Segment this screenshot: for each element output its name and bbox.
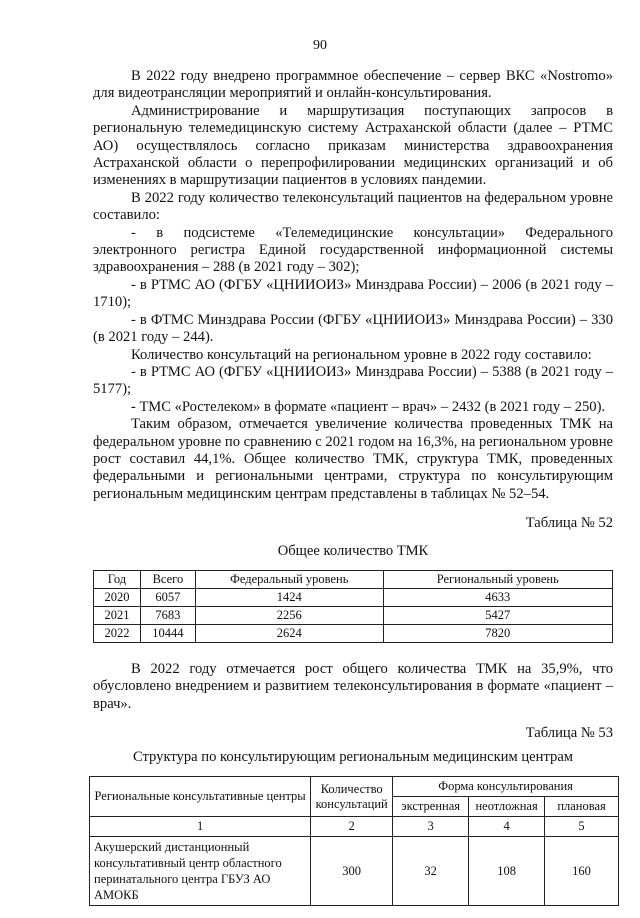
- table-53-title: Структура по консультирующим региональным медицинским центрам: [132, 748, 574, 765]
- column-number: 1: [90, 817, 311, 837]
- table-cell: 2020: [94, 588, 141, 606]
- table-cell: 1424: [195, 588, 383, 606]
- column-header: Всего: [140, 570, 195, 588]
- table-cell: 7820: [383, 624, 613, 642]
- table-cell: 160: [545, 837, 619, 906]
- table-cell: 2022: [94, 624, 141, 642]
- table-52-title: Общее количество ТМК: [277, 542, 429, 559]
- table-cell: 32: [393, 837, 469, 906]
- column-header: Год: [94, 570, 141, 588]
- table-cell: 10444: [140, 624, 195, 642]
- paragraph: В 2022 году количество телеконсультаций пациентов на федеральном уровне составило:: [93, 189, 613, 224]
- paragraph: - в подсистеме «Телемедицинские консультации» Федерального электронного регистра Единой государственной информационной системы здравоохранения – 288 (в 2021 году – 302);: [93, 224, 613, 276]
- column-number: 4: [469, 817, 545, 837]
- table-cell: 108: [469, 837, 545, 906]
- table-cell: 2256: [195, 606, 383, 624]
- paragraph: - в РТМС АО (ФГБУ «ЦНИИОИЗ» Минздрава России) – 5388 (в 2021 году – 5177);: [93, 363, 613, 398]
- column-header: Региональные консультативные центры: [90, 777, 311, 817]
- column-header: неотложная: [469, 797, 545, 817]
- column-header: плановая: [545, 797, 619, 817]
- table-header-row: [90, 777, 619, 797]
- table-cell: 300: [311, 837, 393, 906]
- paragraph: В 2022 году внедрено программное обеспечение – сервер ВКС «Nostromo» для видеотрансляции мероприятий и онлайн-консультирования.: [93, 68, 613, 102]
- column-number-row: [90, 817, 619, 837]
- column-header: Региональный уровень: [383, 570, 613, 588]
- table-cell: 4633: [383, 588, 613, 606]
- table-row: [94, 606, 613, 624]
- paragraph: Администрирование и маршрутизация поступающих запросов в региональную телемедицинскую систему Астраханской области (далее – РТМС АО) осуществлялось согласно приказам министерства здравоохранения Астраханской области о перепрофилировании медицинских организаций и об изменениях в маршрутизации пациентов в условиях пандемии.: [93, 102, 613, 189]
- column-header: Количество консультаций: [311, 777, 393, 817]
- column-header: Форма консультирования: [393, 777, 619, 797]
- table-cell: Акушерский дистанционный консультативный центр областного перинатального центра ГБУЗ АО АМОКБ: [90, 837, 311, 906]
- table-53: [89, 776, 619, 906]
- paragraph: - в РТМС АО (ФГБУ «ЦНИИОИЗ» Минздрава России) – 2006 (в 2021 году – 1710);: [93, 276, 613, 311]
- table-cell: 5427: [383, 606, 613, 624]
- paragraph: Таким образом, отмечается увеличение количества проведенных ТМК на федеральном уровне по сравнению с 2021 годом на 16,3%, на региональном уровне рост составил 44,1%. Общее количество ТМК, структура ТМК, проведенных федеральными и региональными центрами, структура по консультирующим региональным медицинским центрам представлены в таблицах № 52–54.: [93, 416, 613, 502]
- table-cell: 7683: [140, 606, 195, 624]
- table-row: [94, 588, 613, 606]
- table-row: [90, 837, 619, 906]
- paragraph: - в ФТМС Минздрава России (ФГБУ «ЦНИИОИЗ» Минздрава России) – 330 (в 2021 году – 244).: [93, 311, 613, 346]
- page-number: 90: [313, 38, 327, 53]
- table-53-caption: Таблица № 53: [525, 725, 613, 742]
- table-52-caption: Таблица № 52: [525, 515, 613, 532]
- table-52: [93, 570, 613, 643]
- column-header: экстренная: [393, 797, 469, 817]
- table-row: [94, 624, 613, 642]
- column-header: Федеральный уровень: [195, 570, 383, 588]
- column-number: 3: [393, 817, 469, 837]
- paragraph: Количество консультаций на региональном уровне в 2022 году составило:: [131, 346, 592, 363]
- paragraph: В 2022 году отмечается рост общего количества ТМК на 35,9%, что обусловлено внедрением и развитием телеконсультирования в формате «пациент – врач».: [93, 660, 613, 712]
- table-cell: 2624: [195, 624, 383, 642]
- document-body: [93, 68, 613, 906]
- column-number: 2: [311, 817, 393, 837]
- table-header-row: [94, 570, 613, 588]
- table-cell: 2021: [94, 606, 141, 624]
- column-number: 5: [545, 817, 619, 837]
- table-cell: 6057: [140, 588, 195, 606]
- paragraph: - ТМС «Ростелеком» в формате «пациент – врач» – 2432 (в 2021 году – 250).: [131, 398, 606, 415]
